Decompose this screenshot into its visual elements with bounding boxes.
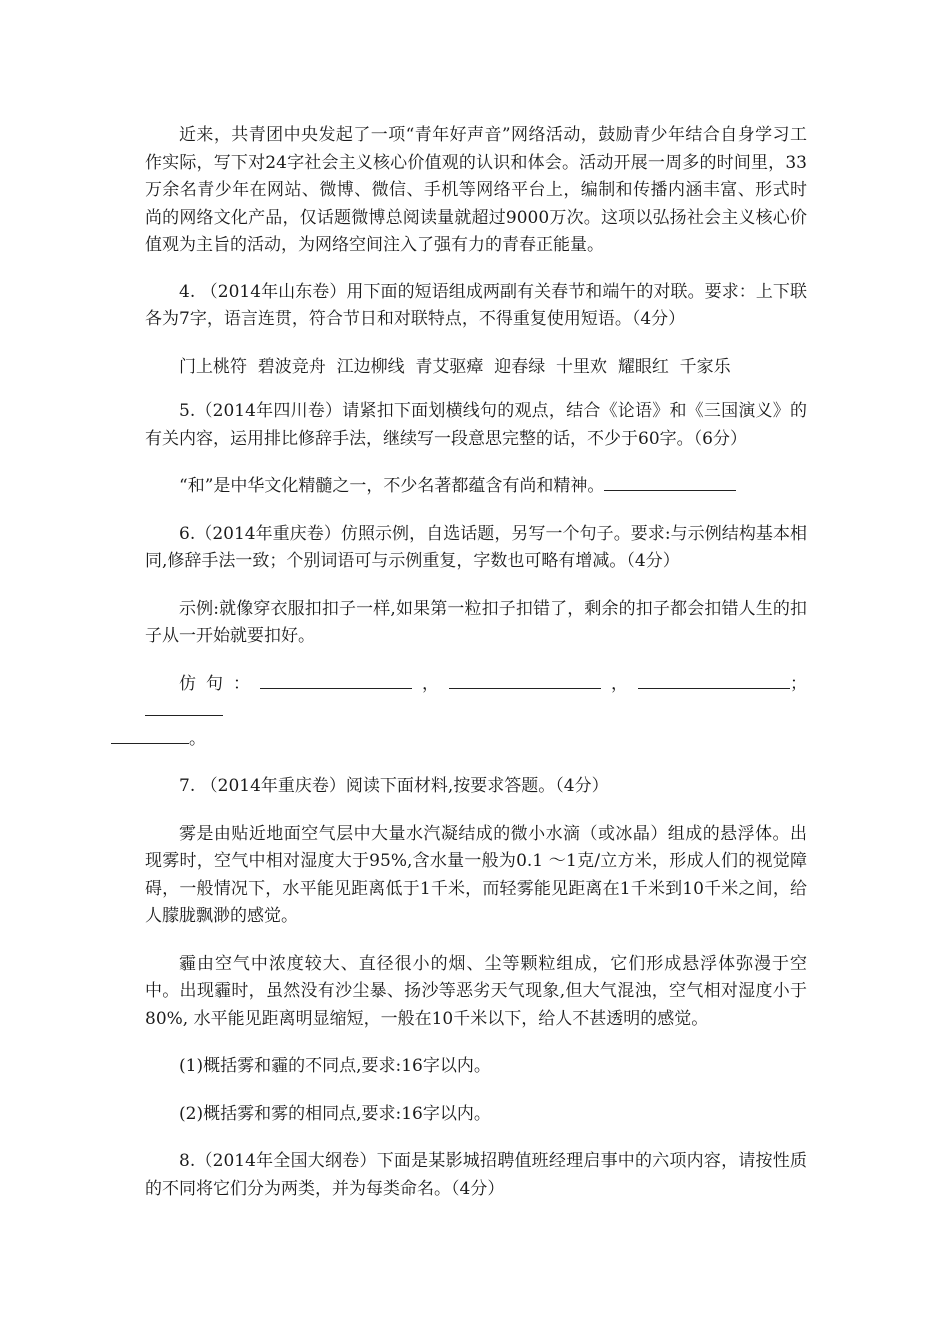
question-4-phrases: 门上桃符 碧波竞舟 江边柳线 青艾驱瘴 迎春绿 十里欢 耀眼红 千家乐	[179, 356, 731, 377]
fog-paragraph: 雾是由贴近地面空气层中大量水汽凝结成的微小水滴（或冰晶）组成的悬浮体。出现雾时，空气中相对湿度大于95%,含水量一般为0.1 ～1克/立方米，形成人们的视觉障碍，一般情况下，水平能见距离低于1千米，而轻雾能见距离在1千米到10千米之间，给人朦胧飘渺的感觉。	[145, 823, 807, 926]
haze-paragraph: 霾由空气中浓度较大、直径很小的烟、尘等颗粒组成，它们形成悬浮体弥漫于空中。出现霾时，虽然没有沙尘暴、扬沙等恶劣天气现象,但大气混浊，空气相对湿度小于80%, 水平能见距离明显缩短，一般在10千米以下，给人不甚透明的感觉。	[145, 953, 807, 1029]
answer-blank[interactable]	[604, 473, 736, 491]
question-4-prompt: 4. （2014年山东卷）用下面的短语组成两副有关春节和端午的对联。要求：上下联各为7字，语言连贯，符合节日和对联特点，不得重复使用短语。（4分）	[145, 281, 807, 329]
answer-blank-1[interactable]	[260, 671, 412, 689]
question-6-example: 示例:就像穿衣服扣扣子一样,如果第一粒扣子扣错了，剩余的扣子都会扣错人生的扣子从一开始就要扣好。	[145, 598, 807, 646]
question-6-imitate	[145, 671, 807, 754]
question-7-sub-2: (2)概括雾和雾的相同点,要求:16字以内。	[179, 1103, 491, 1124]
comma-1: ，	[412, 673, 449, 694]
period: 。	[189, 728, 206, 749]
answer-blank-4[interactable]	[145, 698, 223, 716]
semicolon: ；	[790, 673, 807, 694]
question-5-sentence-text: “和”是中华文化精髓之一，不少名著都蕴含有尚和精神。	[179, 476, 605, 496]
question-8-prompt: 8.（2014年全国大纲卷）下面是某影城招聘值班经理启事中的六项内容，请按性质的不同将它们分为两类，并为每类命名。（4分）	[145, 1151, 807, 1199]
document-page	[145, 122, 807, 1223]
imitate-label: 仿句：	[179, 673, 260, 694]
answer-blank-3[interactable]	[638, 671, 790, 689]
question-5-prompt: 5.（2014年四川卷）请紧扣下面划横线句的观点，结合《论语》和《三国演义》的有关内容，运用排比修辞手法，继续写一段意思完整的话，不少于60字。（6分）	[145, 401, 807, 449]
question-7-sub-1: (1)概括雾和霾的不同点,要求:16字以内。	[179, 1056, 491, 1076]
question-6-prompt: 6.（2014年重庆卷）仿照示例，自选话题，另写一个句子。要求:与示例结构基本相同,修辞手法一致；个别词语可与示例重复，字数也可略有增减。（4分）	[145, 523, 807, 571]
question-5-sentence	[145, 473, 807, 501]
answer-blank-2[interactable]	[449, 671, 601, 689]
comma-2: ，	[601, 673, 638, 694]
question-7-prompt: 7. （2014年重庆卷）阅读下面材料,按要求答题。（4分）	[179, 776, 609, 796]
answer-blank-5[interactable]	[111, 726, 189, 744]
intro-paragraph: 近来，共青团中央发起了一项“青年好声音”网络活动，鼓励青少年结合自身学习工作实际，写下对24字社会主义核心价值观的认识和体会。活动开展一周多的时间里，33万余名青少年在网站、微博、微信、手机等网络平台上，编制和传播内涵丰富、形式时尚的网络文化产品，仅话题微博总阅读量就超过9000万次。这项以弘扬社会主义核心价值观为主旨的活动，为网络空间注入了强有力的青春正能量。	[145, 125, 807, 255]
